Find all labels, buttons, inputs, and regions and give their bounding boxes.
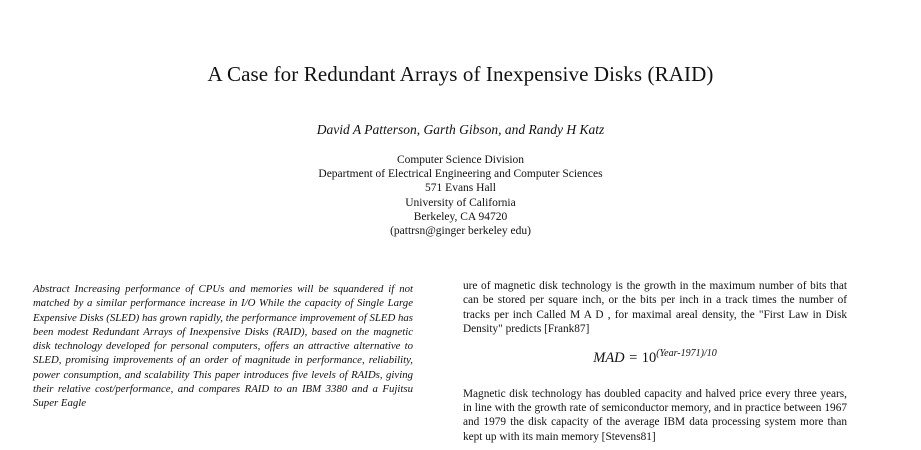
abstract-paragraph	[33, 282, 413, 411]
body-paragraph-capacity-growth: Magnetic disk technology has doubled capacity and halved price every three years, in line with the growth rate of semiconductor memory, and in practice between 1967 and 1979 the disk capacity of the average IBM data processing system more than kept up with its main memory [Stevens81]	[463, 387, 847, 443]
affiliation-line-university: University of California	[405, 196, 516, 209]
affiliation-line-division: Computer Science Division	[396, 154, 525, 166]
equation-base: 10	[641, 349, 657, 366]
equation-lhs: MAD =	[593, 349, 642, 366]
affiliation-line-department: Department of Electrical Engineering and Computer Sciences	[318, 168, 603, 181]
right-column	[463, 279, 847, 444]
abstract-body: Increasing performance of CPUs and memories will be squandered if not matched by a similar performance increase in I/O While the capacity of Single Large Expensive Disks (SLED) has grown rapidly, the performance improvement of SLED has been modest Redundant Arrays of Inexpensive Disks (RAID), based on the magnetic disk technology developed for personal computers, offers an attractive alternative to SLED, promising improvements of an order of magnitude in performance, reliability, power consumption, and scalability This paper introduces five levels of RAIDs, giving their relative cost/performance, and compares RAID to an IBM 3380 and a Fujitsu Super Eagle	[33, 283, 413, 410]
mad-equation	[463, 347, 847, 377]
paper-authors: David A Patterson, Garth Gibson, and Randy H Katz	[316, 122, 605, 137]
paper-title: A Case for Redundant Arrays of Inexpensive Disks (RAID)	[207, 62, 714, 86]
affiliation-line-city: Berkeley, CA 94720	[413, 210, 508, 223]
abstract-lead: Abstract	[33, 283, 70, 295]
author-affiliation	[0, 153, 921, 238]
equation-exponent: (Year-1971)/10	[656, 347, 717, 359]
affiliation-line-email: (pattrsn@ginger berkeley edu)	[390, 225, 531, 238]
body-paragraph-disk-density: ure of magnetic disk technology is the growth in the maximum number of bits that can be stored per square inch, or the bits per inch in a track times the number of tracks per inch Called M A D , for maximal areal density, the "First Law in Disk Density" predicts [Frank87]	[463, 280, 847, 336]
affiliation-line-address: 571 Evans Hall	[425, 182, 496, 195]
